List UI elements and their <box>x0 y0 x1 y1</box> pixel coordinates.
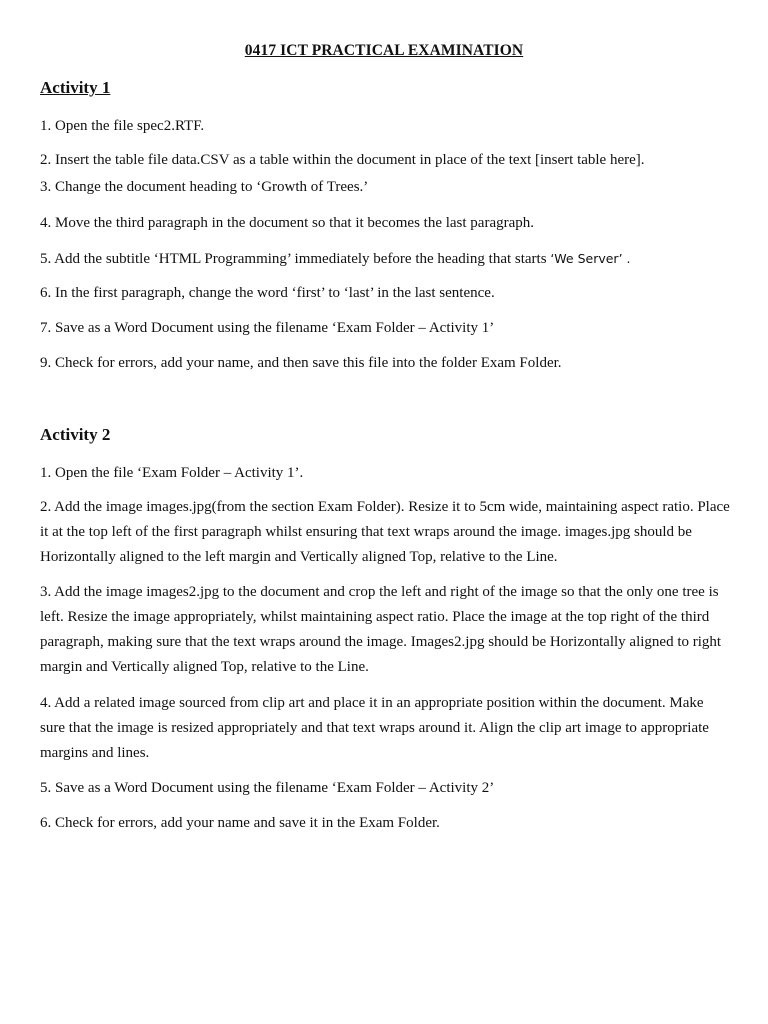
activity-2-item-4: 4. Add a related image sourced from clip art and place it in an appropriate position within the document. Make sure that the image is resized appropriately and that text wraps around it. Align the clip art image to appropriate margins and lines. <box>40 695 709 761</box>
activity-1-item-2: 2. Insert the table file data.CSV as a table within the document in place of the text [insert table here]. <box>40 152 645 168</box>
activity-1-item-5 <box>40 246 732 272</box>
activity-1-item-3: 3. Change the document heading to ‘Growth of Trees.’ <box>40 179 369 195</box>
activity-1-item-1: 1. Open the file spec2.RTF. <box>40 118 205 134</box>
activity-2-item-6: 6. Check for errors, add your name and save it in the Exam Folder. <box>40 815 440 831</box>
activity-2-item-1: 1. Open the file ‘Exam Folder – Activity 1’. <box>40 465 304 481</box>
activity-2-item-3: 3. Add the image images2.jpg to the document and crop the left and right of the image so that the only one tree is left. Resize the image appropriately, whilst maintaining aspect ratio. Place the image at the top right of the third paragraph, making sure that the text wraps around the image. Images2.jpg should be Horizontally aligned to right margin and Vertically aligned Top, relative to the Line. <box>40 584 722 675</box>
activity-1-item-9: 9. Check for errors, add your name, and then save this file into the folder Exam Folder. <box>40 355 562 371</box>
document-title: 0417 ICT PRACTICAL EXAMINATION <box>244 42 524 59</box>
activity-1-heading: Activity 1 <box>40 78 111 97</box>
activity-1-item-5-heading-ref: ‘We Server’ . <box>550 251 631 266</box>
activity-2-item-2: 2. Add the image images.jpg(from the section Exam Folder). Resize it to 5cm wide, maintaining aspect ratio. Place it at the top left of the first paragraph whilst ensuring that text wraps around the image. images.jpg should be Horizontally aligned to the left margin and Vertically aligned Top, relative to the Line. <box>40 499 730 565</box>
activity-1-item-7: 7. Save as a Word Document using the filename ‘Exam Folder – Activity 1’ <box>40 320 495 336</box>
activity-1-item-4: 4. Move the third paragraph in the document so that it becomes the last paragraph. <box>40 215 535 231</box>
activity-2-heading: Activity 2 <box>40 425 111 444</box>
activity-2-item-5: 5. Save as a Word Document using the filename ‘Exam Folder – Activity 2’ <box>40 780 495 796</box>
activity-1-item-5-text: 5. Add the subtitle ‘HTML Programming’ immediately before the heading that starts <box>40 251 547 267</box>
activity-1-item-6: 6. In the first paragraph, change the word ‘first’ to ‘last’ in the last sentence. <box>40 285 495 301</box>
